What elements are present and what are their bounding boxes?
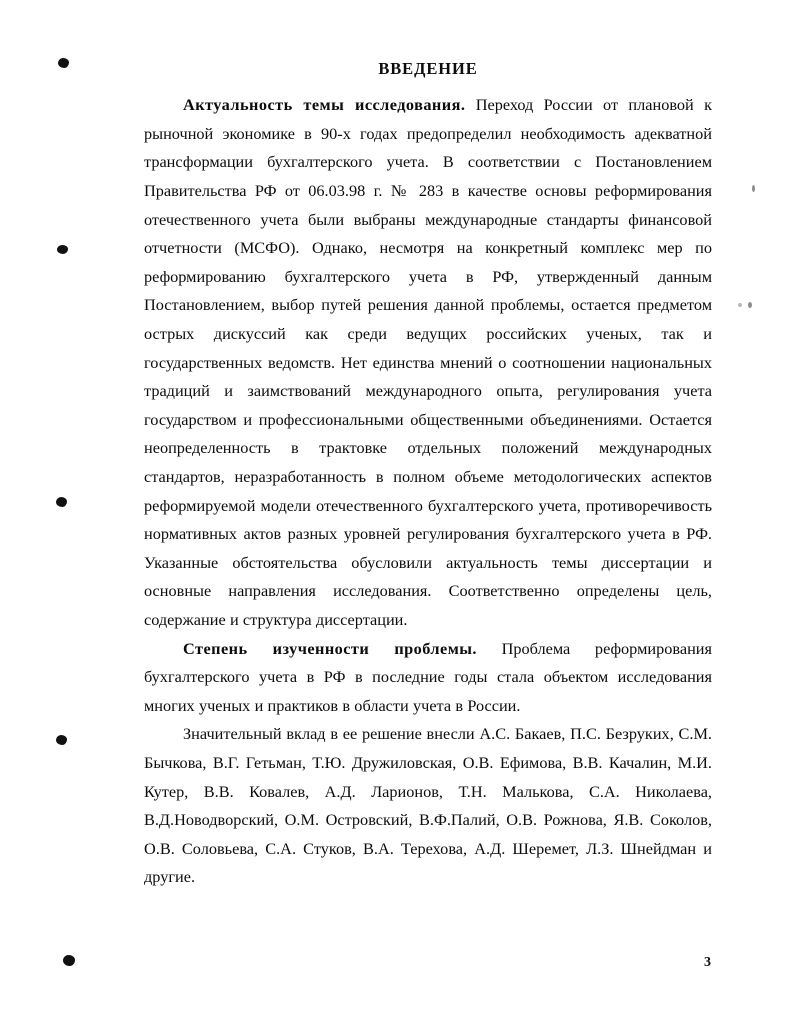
paragraph-body-contributors: Значительный вклад в ее решение внесли А.С. Бакаев, П.С. Безруких, С.М. Бычкова, В.Г. Гетьман, Т.Ю. Дружиловская, О.В. Ефимова, В.В. Качалин, М.И. Кутер, В.В. Ковалев, А.Д. Ларионов, Т.Н. Малькова, С.А. Николаева, В.Д.Новодворский, О.М. Островский, В.Ф.Палий, О.В. Рожнова, Я.В. Соколов, О.В. Соловьева, С.А. Стуков, В.А. Терехова, А.Д. Шеремет, Л.З. Шнейдман и другие. (144, 724, 712, 887)
speck-right-1 (752, 185, 755, 192)
paragraph-body-relevance: Переход России от плановой к рыночной экономике в 90-х годах предопределил необходимость адекватной трансформации бухгалтерского учета. В соответствии с Постановлением Правительства РФ от 06.03.98 г. № 283 в качестве основы реформирования отечественного учета были выбраны международные стандарты финансовой отчетности (МСФО). Однако, несмотря на конкретный комплекс мер по реформированию бухгалтерского учета в РФ, утвержденный данным Постановлением, выбор путей решения данной проблемы, остается предметом острых дискуссий как среди ведущих российских ученых, так и государственных ведомств. Нет единства мнений о соотношении национальных традиций и заимствований международного опыта, регулирования учета государством и профессиональными общественными объединениями. Остается неопределенность в трактовке отдельных положений международных стандартов, неразработанность в полном объеме методологических аспектов реформируемой модели отечественного бухгалтерского учета, противоречивость нормативных актов разных уровней регулирования бухгалтерского учета в РФ. Указанные обстоятельства обусловили актуальность темы диссертации и основные направления исследования. Соответственно определены цель, содержание и структура диссертации. (144, 95, 712, 629)
binding-mark-3 (56, 497, 67, 507)
speck-right-3 (748, 302, 752, 308)
paragraph-contributors (144, 720, 712, 892)
binding-mark-4 (56, 735, 67, 745)
binding-mark-1 (58, 58, 69, 68)
text-block (144, 58, 712, 892)
binding-mark-5 (63, 955, 75, 966)
page-title: ВВЕДЕНИЕ (378, 59, 478, 78)
paragraph-lead-study-degree: Степень изученности проблемы. (183, 638, 477, 658)
paragraph-body-study-degree: Проблема реформирования бухгалтерского учета в РФ в последние годы стала объектом исследования многих ученых и практиков в области учета в России. (144, 638, 712, 715)
binding-mark-2 (57, 245, 68, 254)
paragraph-lead-relevance: Актуальность темы исследования. (183, 95, 466, 115)
page-number: 3 (704, 955, 711, 970)
paragraph-relevance (144, 91, 712, 634)
speck-right-2 (738, 303, 742, 307)
paragraph-study-degree (144, 635, 712, 721)
